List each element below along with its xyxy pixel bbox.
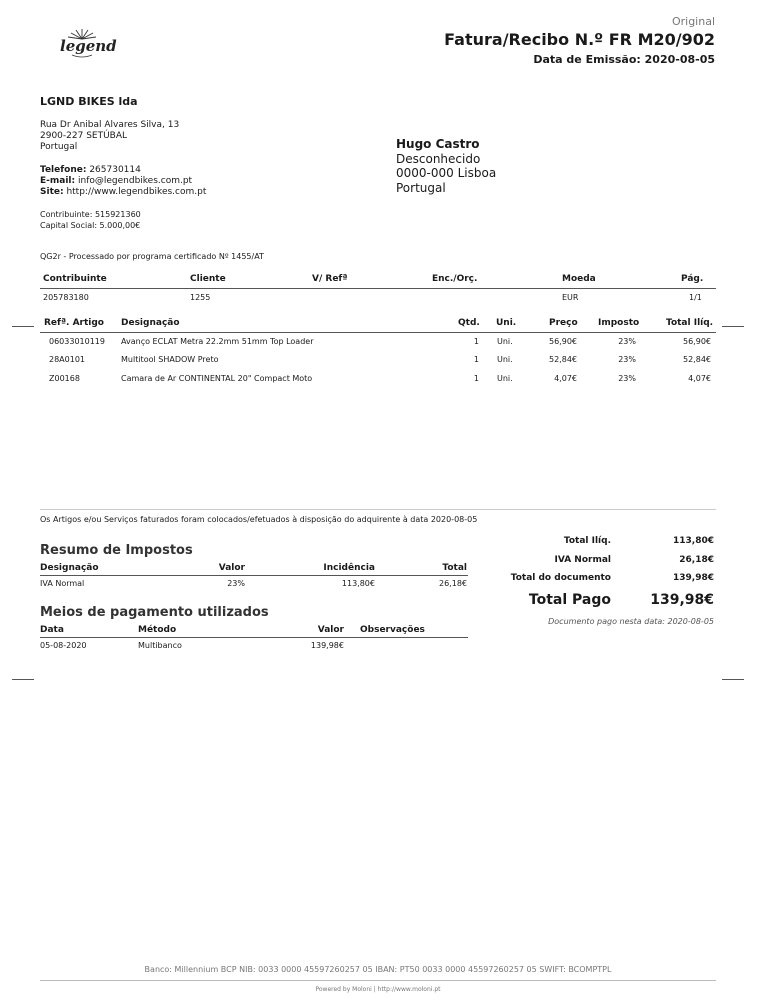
tax-header-designacao: Designação [40,563,99,573]
items-header-uni: Uni. [496,318,517,328]
company-name: LGND BIKES lda [40,95,138,108]
client-block [396,137,496,195]
item-tax: 23% [618,355,636,364]
client-name: Hugo Castro [396,137,480,151]
company-phone: 265730114 [89,165,141,175]
company-site[interactable]: http://www.legendbikes.com.pt [66,187,207,197]
item-designation: Multitool SHADOW Preto [121,355,219,364]
item-unit: Uni. [497,374,513,383]
company-address [40,120,179,153]
company-address-line2: 2900-227 SETÚBAL [40,131,128,141]
info-value-contribuinte: 205783180 [43,293,89,302]
company-country: Portugal [40,142,78,152]
info-header-enc: Enc./Orç. [432,274,478,284]
payments-header-data: Data [40,625,64,635]
items-header-imposto: Imposto [598,318,640,328]
company-contacts [40,165,206,198]
items-end-rule [40,509,716,510]
item-ref: 06033010119 [49,337,105,346]
payment-date: 05-08-2020 [40,641,87,650]
info-header-pag: Pág. [681,274,704,284]
info-header-ref: V/ Refª [312,274,348,284]
item-qty: 1 [473,337,479,346]
tax-header-total: Total [442,563,467,573]
iva-normal-label: IVA Normal [554,555,611,565]
company-email-row [40,176,206,187]
fold-mark-right-top [722,326,744,327]
iva-normal-value: 26,18€ [679,555,714,565]
item-ref: Z00168 [49,374,80,383]
payment-method: Multibanco [138,641,182,650]
payments-header-valor: Valor [317,625,344,635]
total-document-value: 139,98€ [673,573,714,583]
item-total: 4,07€ [688,374,711,383]
item-designation: Camara de Ar CONTINENTAL 20" Compact Moto [121,374,313,383]
fold-mark-right-bottom [722,679,744,680]
items-header-qtd: Qtd. [458,318,480,328]
items-header-total: Total Ilíq. [666,318,714,328]
info-header-cliente: Cliente [190,274,226,284]
company-phone-row [40,165,206,176]
info-value-pag: 1/1 [689,293,702,302]
item-designation: Avanço ECLAT Metra 22.2mm 51mm Top Loader [121,337,314,346]
items-header-designacao: Designação [121,318,180,328]
item-unit: Uni. [497,355,513,364]
fold-mark-left-top [12,326,34,327]
info-header-rule [40,288,716,289]
item-qty: 1 [473,374,479,383]
item-unit: Uni. [497,337,513,346]
company-address-line1: Rua Dr Anibal Alvares Silva, 13 [40,120,180,130]
payments-title: Meios de pagamento utilizados [40,605,269,620]
tax-summary-title: Resumo de Impostos [40,543,193,558]
footer-rule [40,980,716,981]
tax-total: 26,18€ [439,579,467,588]
tax-header-incidencia: Incidência [323,563,375,573]
payments-header-observacoes: Observações [360,625,425,635]
total-iliq-label: Total Ilíq. [563,536,611,546]
payments-header-metodo: Método [138,625,177,635]
item-price: 56,90€ [549,337,577,346]
issue-date: Data de Emissão: 2020-08-05 [533,53,715,66]
info-header-contribuinte: Contribuinte [43,274,107,284]
company-capital: Capital Social: 5.000,00€ [40,221,141,230]
payments-header-rule [40,637,468,638]
company-taxpayer: Contribuinte: 515921360 [40,210,141,219]
certification-note: QG2r - Processado por programa certificado Nº 1455/AT [40,252,264,261]
item-ref: 28A0101 [49,355,86,364]
copy-label: Original [671,15,715,28]
total-document-label: Total do documento [510,573,611,583]
tax-incidence: 113,80€ [341,579,375,588]
email-label: E-mail: [40,176,76,186]
total-iliq-value: 113,80€ [673,536,714,546]
powered-by[interactable]: Powered by Moloni | http://www.moloni.pt [315,986,441,993]
delivery-note: Os Artigos e/ou Serviços faturados foram colocados/efetuados à disposição do adquirente à data 2020-08-05 [40,515,478,524]
item-tax: 23% [618,337,636,346]
tax-rate: 23% [227,579,245,588]
info-header-moeda: Moeda [562,274,596,284]
item-total: 56,90€ [683,337,711,346]
client-line1: Desconhecido [396,151,481,166]
tax-header-rule [40,575,468,576]
items-header-ref: Refª. Artigo [44,318,104,328]
info-value-cliente: 1255 [190,293,211,302]
company-site-row [40,187,206,198]
site-label: Site: [40,187,64,197]
company-logo [56,26,117,60]
logo-text: legend [60,37,117,55]
bank-details: Banco: Millennium BCP NIB: 0033 0000 45597260257 05 IBAN: PT50 0033 0000 45597260257 05 SWIFT: BCOMPTPL [144,965,612,974]
item-total: 52,84€ [683,355,711,364]
tax-header-valor: Valor [218,563,245,573]
company-email[interactable]: info@legendbikes.com.pt [77,176,193,186]
items-header-preco: Preço [549,318,578,328]
total-paid-value: 139,98€ [650,592,714,608]
info-value-moeda: EUR [562,293,579,302]
phone-label: Telefone: [40,165,87,175]
company-fiscal [40,209,141,231]
item-tax: 23% [618,374,636,383]
payment-value: 139,98€ [310,641,344,650]
client-line2: 0000-000 Lisboa [396,166,497,180]
item-price: 4,07€ [554,374,577,383]
paid-note: Documento pago nesta data: 2020-08-05 [548,617,714,626]
tax-designation: IVA Normal [40,579,85,588]
client-line3: Portugal [396,180,446,195]
document-title: Fatura/Recibo N.º FR M20/902 [444,30,715,49]
items-header-rule [40,332,716,333]
fold-mark-left-bottom [12,679,34,680]
item-price: 52,84€ [549,355,577,364]
total-paid-label: Total Pago [528,592,611,608]
item-qty: 1 [473,355,479,364]
